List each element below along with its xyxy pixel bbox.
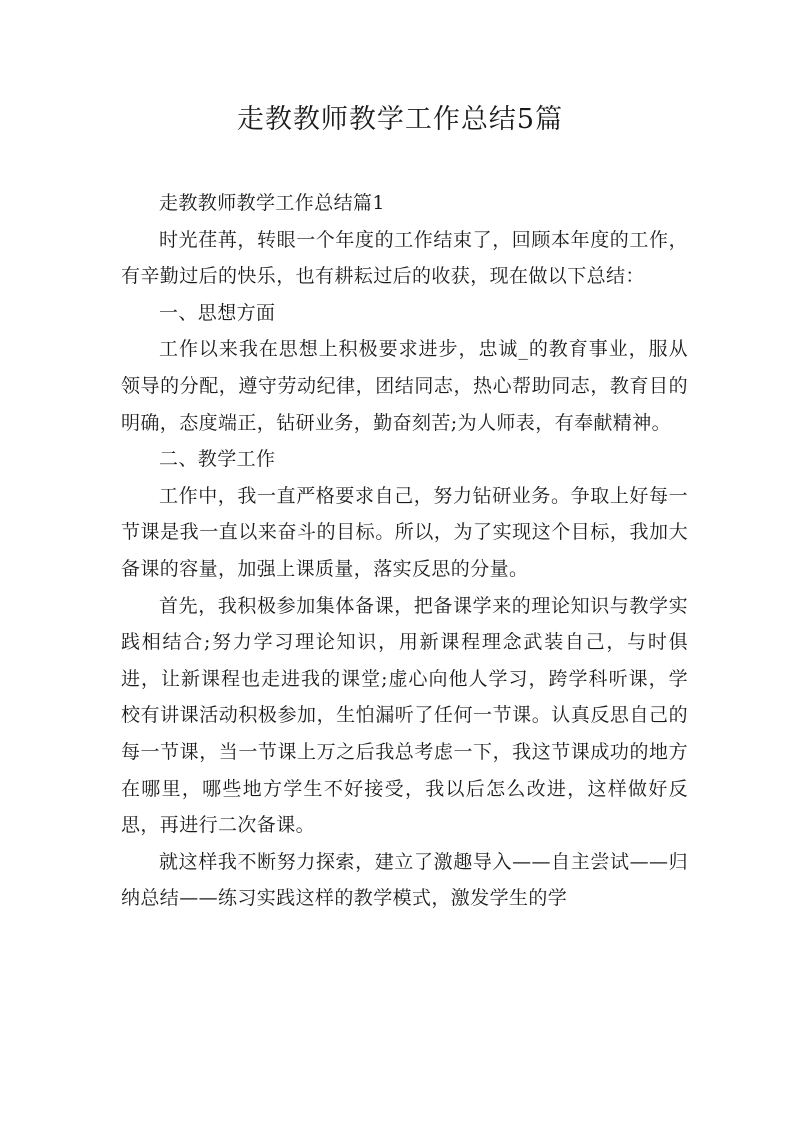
section-heading: 走教教师教学工作总结篇1 [159,192,385,214]
section-heading: 一、思想方面 [159,301,276,324]
paragraph: 就这样我不断努力探索，建立了激趣导入——自主尝试——归纳总结——练习实践这样的教学模式，激发学生的学 [121,850,688,910]
paragraph: 首先，我积极参加集体备课，把备课学来的理论知识与教学实践相结合;努力学习理论知识，用新课程理念武装自己，与时俱进，让新课程也走进我的课堂;虚心向他人学习，跨学科听课，学校有讲课活动积极参加，生怕漏听了任何一节课。认真反思自己的每一节课，当一节课上万之后我总考虑一下，我这节课成功的地方在哪里，哪些地方学生不好接受，我以后怎么改进，这样做好反思，再进行二次备课。 [121,594,688,837]
document-title: 走教教师教学工作总结5篇 [236,104,564,135]
paragraph: 时光荏苒，转眼一个年度的工作结束了，回顾本年度的工作，有辛勤过后的快乐，也有耕耘过后的收获，现在做以下总结： [121,228,688,288]
document-body [121,185,688,917]
section-heading: 二、教学工作 [159,448,276,471]
paragraph: 工作以来我在思想上积极要求进步，忠诚_的教育事业，服从领导的分配，遵守劳动纪律，团结同志，热心帮助同志，教育目的明确，态度端正，钻研业务，勤奋刻苦;为人师表，有奉献精神。 [121,338,688,434]
paragraph: 工作中，我一直严格要求自己，努力钻研业务。争取上好每一节课是我一直以来奋斗的目标。所以，为了实现这个目标，我加大备课的容量，加强上课质量，落实反思的分量。 [121,484,688,580]
